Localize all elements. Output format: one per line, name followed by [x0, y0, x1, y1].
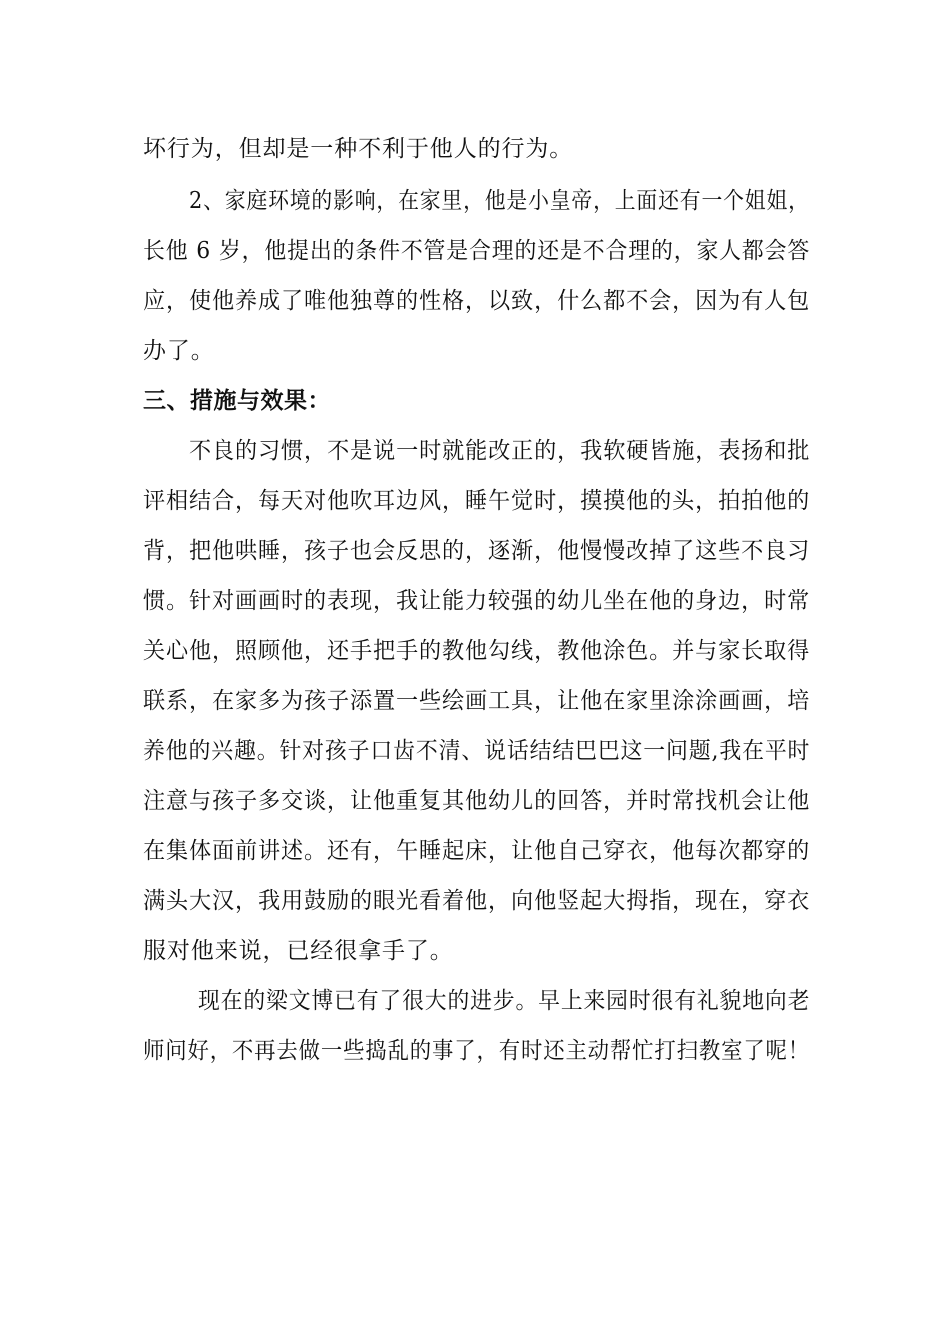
text-line-19: 师问好，不再去做一些捣乱的事了，有时还主动帮忙打扫教室了呢！: [143, 1038, 811, 1064]
text-line-9: 背，把他哄睡，孩子也会反思的，逐渐，他慢慢改掉了这些不良习: [143, 538, 811, 564]
text-line-11: 关心他，照顾他，还手把手的教他勾线，教他涂色。并与家长取得: [143, 638, 811, 664]
text-line-14: 注意与孩子多交谈，让他重复其他幼儿的回答，并时常找机会让他: [143, 788, 811, 814]
text-line-13: 养他的兴趣。针对孩子口齿不清、说话结结巴巴这一问题,我在平时: [143, 738, 811, 764]
text-line-5: 办了。: [143, 338, 215, 364]
text-line-18: 现在的梁文博已有了很大的进步。早上来园时很有礼貌地向老: [198, 988, 811, 1014]
text-line-8: 评相结合，每天对他吹耳边风，睡午觉时，摸摸他的头，拍拍他的: [143, 488, 811, 514]
text-line-1: 坏行为，但却是一种不利于他人的行为。: [143, 136, 574, 162]
text-line-3: 长他 6 岁，他提出的条件不管是合理的还是不合理的，家人都会答: [143, 238, 811, 264]
text-line-15: 在集体面前讲述。还有，午睡起床，让他自己穿衣，他每次都穿的: [143, 838, 811, 864]
text-line-16: 满头大汉，我用鼓励的眼光看着他，向他竖起大拇指，现在，穿衣: [143, 888, 811, 914]
text-line-7: 不良的习惯，不是说一时就能改正的，我软硬皆施，表扬和批: [189, 438, 811, 464]
section-heading: 三、措施与效果：: [143, 388, 331, 414]
text-line-2: 2、家庭环境的影响，在家里，他是小皇帝，上面还有一个姐姐，: [189, 188, 810, 214]
text-line-17: 服对他来说，已经很拿手了。: [143, 938, 454, 964]
text-line-12: 联系，在家多为孩子添置一些绘画工具，让他在家里涂涂画画，培: [143, 688, 811, 714]
text-line-10: 惯。针对画画时的表现，我让能力较强的幼儿坐在他的身边，时常: [143, 588, 811, 614]
text-line-4: 应，使他养成了唯他独尊的性格，以致，什么都不会，因为有人包: [143, 288, 811, 314]
